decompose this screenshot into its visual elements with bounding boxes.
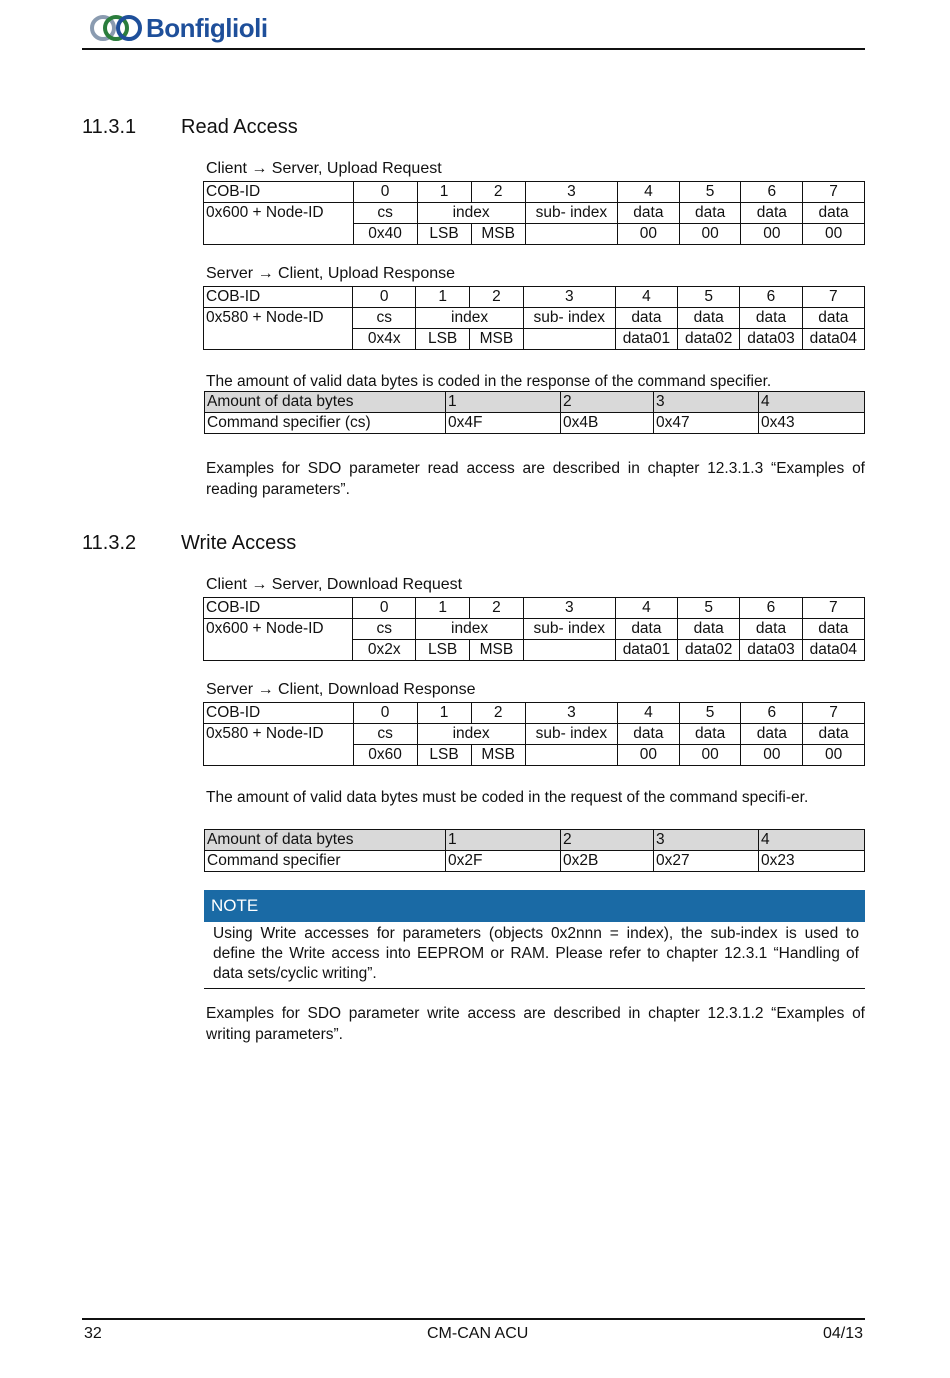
table-cell: data03 <box>740 640 802 661</box>
upload-response-table <box>203 286 865 350</box>
page-footer <box>82 1318 865 1342</box>
table-cell: cs <box>353 619 416 640</box>
table-cell: 00 <box>741 745 803 766</box>
table-cell: 0x43 <box>759 413 865 434</box>
table-cell: 1 <box>446 392 561 413</box>
table-cell: 6 <box>741 182 803 203</box>
table-cell: data <box>741 724 803 745</box>
table-cell: 1 <box>417 182 471 203</box>
table-cell: index <box>417 203 525 224</box>
download-request-table <box>203 597 865 661</box>
table-cell: data02 <box>678 640 740 661</box>
table-cell: 2 <box>561 830 654 851</box>
table-cell: 3 <box>523 598 615 619</box>
table-cell: 5 <box>678 287 740 308</box>
table-cell: COB-ID <box>204 703 354 724</box>
table-cell: data <box>740 308 802 329</box>
table-cell <box>204 329 353 350</box>
page-number: 32 <box>84 1325 102 1342</box>
table-cell: Amount of data bytes <box>205 830 446 851</box>
table-cell: 4 <box>615 287 677 308</box>
table-cell: 6 <box>740 598 802 619</box>
section-number: 11.3.2 <box>82 532 137 554</box>
section-number: 11.3.1 <box>82 116 137 138</box>
table-cell <box>525 224 617 245</box>
table-caption: Server → Client, Download Response <box>206 681 476 698</box>
paragraph: Examples for SDO parameter read access are described in chapter 12.3.1.3 “Examples of reading parameters”. <box>206 460 865 498</box>
table-cell: data <box>741 203 803 224</box>
table-cell: 2 <box>469 598 523 619</box>
section-title: Write Access <box>181 532 297 554</box>
table-cell: 2 <box>469 287 523 308</box>
table-cell <box>523 640 615 661</box>
table-cell: Amount of data bytes <box>205 392 446 413</box>
table-cell: data <box>678 308 740 329</box>
logo-text: Bonfiglioli <box>146 12 268 43</box>
note-title: NOTE <box>211 896 259 915</box>
table-cell: index <box>417 724 525 745</box>
table-cell: 4 <box>618 703 680 724</box>
table-cell: 4 <box>618 182 680 203</box>
document-date: 04/13 <box>822 1325 863 1342</box>
section-heading-write <box>82 532 296 555</box>
write-amount-table <box>204 829 865 872</box>
table-cell: MSB <box>471 224 525 245</box>
note-text: Using Write accesses for parameters (objects 0x2nnn = index), the sub-index is used to define the Write access into EEPROM or RAM. Please refer to chapter 12.3.1 “Handling of data sets/cyclic writing”. <box>213 925 859 982</box>
table-cell: sub- index <box>523 308 615 329</box>
document-name: CM-CAN ACU <box>427 1325 529 1342</box>
table-cell: 1 <box>417 703 471 724</box>
table-caption: Server → Client, Upload Response <box>206 265 456 282</box>
table-cell: 3 <box>654 830 759 851</box>
table-cell <box>204 640 353 661</box>
table-cell: 6 <box>740 287 802 308</box>
note-body <box>204 922 865 989</box>
table-cell <box>525 745 617 766</box>
table-cell <box>523 329 615 350</box>
table-cell: data <box>679 724 741 745</box>
table-cell: 00 <box>618 745 680 766</box>
section-heading-read <box>82 116 298 139</box>
table-cell: 4 <box>759 830 865 851</box>
table-cell: 1 <box>446 830 561 851</box>
table-cell: 0x60 <box>353 745 417 766</box>
section-title: Read Access <box>181 116 298 138</box>
table-cell: 7 <box>802 287 864 308</box>
table-cell: 0 <box>353 598 416 619</box>
table-cell: data02 <box>678 329 740 350</box>
table-cell: 3 <box>523 287 615 308</box>
table-cell: data <box>679 203 741 224</box>
table-cell: 2 <box>471 703 525 724</box>
table-cell: 0 <box>353 287 416 308</box>
table-cell: 7 <box>802 598 864 619</box>
table-cell: LSB <box>416 640 470 661</box>
table-cell: 4 <box>759 392 865 413</box>
table-cell: 7 <box>803 703 865 724</box>
table-cell: MSB <box>469 640 523 661</box>
table-cell: data <box>618 203 680 224</box>
table-cell: 0x2B <box>561 851 654 872</box>
table-cell: 00 <box>679 224 741 245</box>
table-cell: sub- index <box>525 724 617 745</box>
table-cell: 4 <box>615 598 677 619</box>
table-cell: data <box>803 724 865 745</box>
page-header <box>82 8 865 50</box>
table-cell: 1 <box>416 287 470 308</box>
table-cell: LSB <box>417 224 471 245</box>
read-amount-table <box>204 391 865 434</box>
table-cell: 0 <box>353 182 417 203</box>
table-cell: 0x47 <box>654 413 759 434</box>
table-cell: Command specifier <box>205 851 446 872</box>
table-cell: 0x600 + Node-ID <box>204 619 353 640</box>
table-cell: 0x580 + Node-ID <box>204 724 354 745</box>
download-response-table <box>203 702 865 766</box>
table-cell: 0x40 <box>353 224 417 245</box>
table-cell: 1 <box>416 598 470 619</box>
table-cell: 00 <box>803 745 865 766</box>
table-cell: 0x600 + Node-ID <box>204 203 354 224</box>
note-header <box>204 890 865 922</box>
table-cell: index <box>416 619 524 640</box>
table-cell: 3 <box>525 182 617 203</box>
table-cell: cs <box>353 308 416 329</box>
table-cell: 5 <box>679 182 741 203</box>
table-cell: 3 <box>525 703 617 724</box>
table-cell: 0x2x <box>353 640 416 661</box>
table-cell: cs <box>353 724 417 745</box>
table-cell: data03 <box>740 329 802 350</box>
table-cell: 7 <box>803 182 865 203</box>
table-cell: 0x2F <box>446 851 561 872</box>
table-cell: 6 <box>741 703 803 724</box>
paragraph: Examples for SDO parameter write access are described in chapter 12.3.1.2 “Examples of writing parameters”. <box>206 1005 865 1043</box>
table-cell: data <box>615 619 677 640</box>
table-cell: data01 <box>615 640 677 661</box>
table-cell: sub- index <box>525 203 617 224</box>
table-cell: Command specifier (cs) <box>205 413 446 434</box>
table-cell <box>204 745 354 766</box>
table-cell: data <box>740 619 802 640</box>
table-cell: data <box>802 619 864 640</box>
table-cell: data04 <box>802 640 864 661</box>
table-cell: data <box>802 308 864 329</box>
table-cell: 0 <box>353 703 417 724</box>
table-cell: data <box>678 619 740 640</box>
table-cell: 5 <box>678 598 740 619</box>
table-cell: LSB <box>416 329 470 350</box>
table-cell: data <box>618 724 680 745</box>
table-cell: index <box>416 308 524 329</box>
table-cell: 00 <box>679 745 741 766</box>
table-cell: data <box>803 203 865 224</box>
paragraph: The amount of valid data bytes is coded in the response of the command specifier. <box>206 373 772 390</box>
table-cell: 2 <box>471 182 525 203</box>
logo-rings-icon <box>90 13 142 43</box>
table-caption: Client → Server, Upload Request <box>206 160 442 177</box>
table-cell <box>204 224 354 245</box>
table-cell: COB-ID <box>204 598 353 619</box>
table-cell: 0x580 + Node-ID <box>204 308 353 329</box>
table-cell: LSB <box>417 745 471 766</box>
company-logo <box>90 12 268 44</box>
table-cell: COB-ID <box>204 287 353 308</box>
paragraph: The amount of valid data bytes must be coded in the request of the command specifi-er. <box>206 789 809 806</box>
table-cell: 2 <box>561 392 654 413</box>
table-cell: 0x23 <box>759 851 865 872</box>
table-cell: 00 <box>741 224 803 245</box>
table-cell: 0x4x <box>353 329 416 350</box>
table-cell: data04 <box>802 329 864 350</box>
table-cell: 0x4B <box>561 413 654 434</box>
table-cell: 00 <box>803 224 865 245</box>
table-cell: 5 <box>679 703 741 724</box>
table-cell: 0x4F <box>446 413 561 434</box>
table-cell: MSB <box>469 329 523 350</box>
table-cell: 0x27 <box>654 851 759 872</box>
table-cell: COB-ID <box>204 182 354 203</box>
table-cell: MSB <box>471 745 525 766</box>
table-caption: Client → Server, Download Request <box>206 576 463 593</box>
table-cell: 3 <box>654 392 759 413</box>
table-cell: data01 <box>615 329 677 350</box>
upload-request-table <box>203 181 865 245</box>
table-cell: 00 <box>618 224 680 245</box>
table-cell: data <box>615 308 677 329</box>
table-cell: sub- index <box>523 619 615 640</box>
table-cell: cs <box>353 203 417 224</box>
